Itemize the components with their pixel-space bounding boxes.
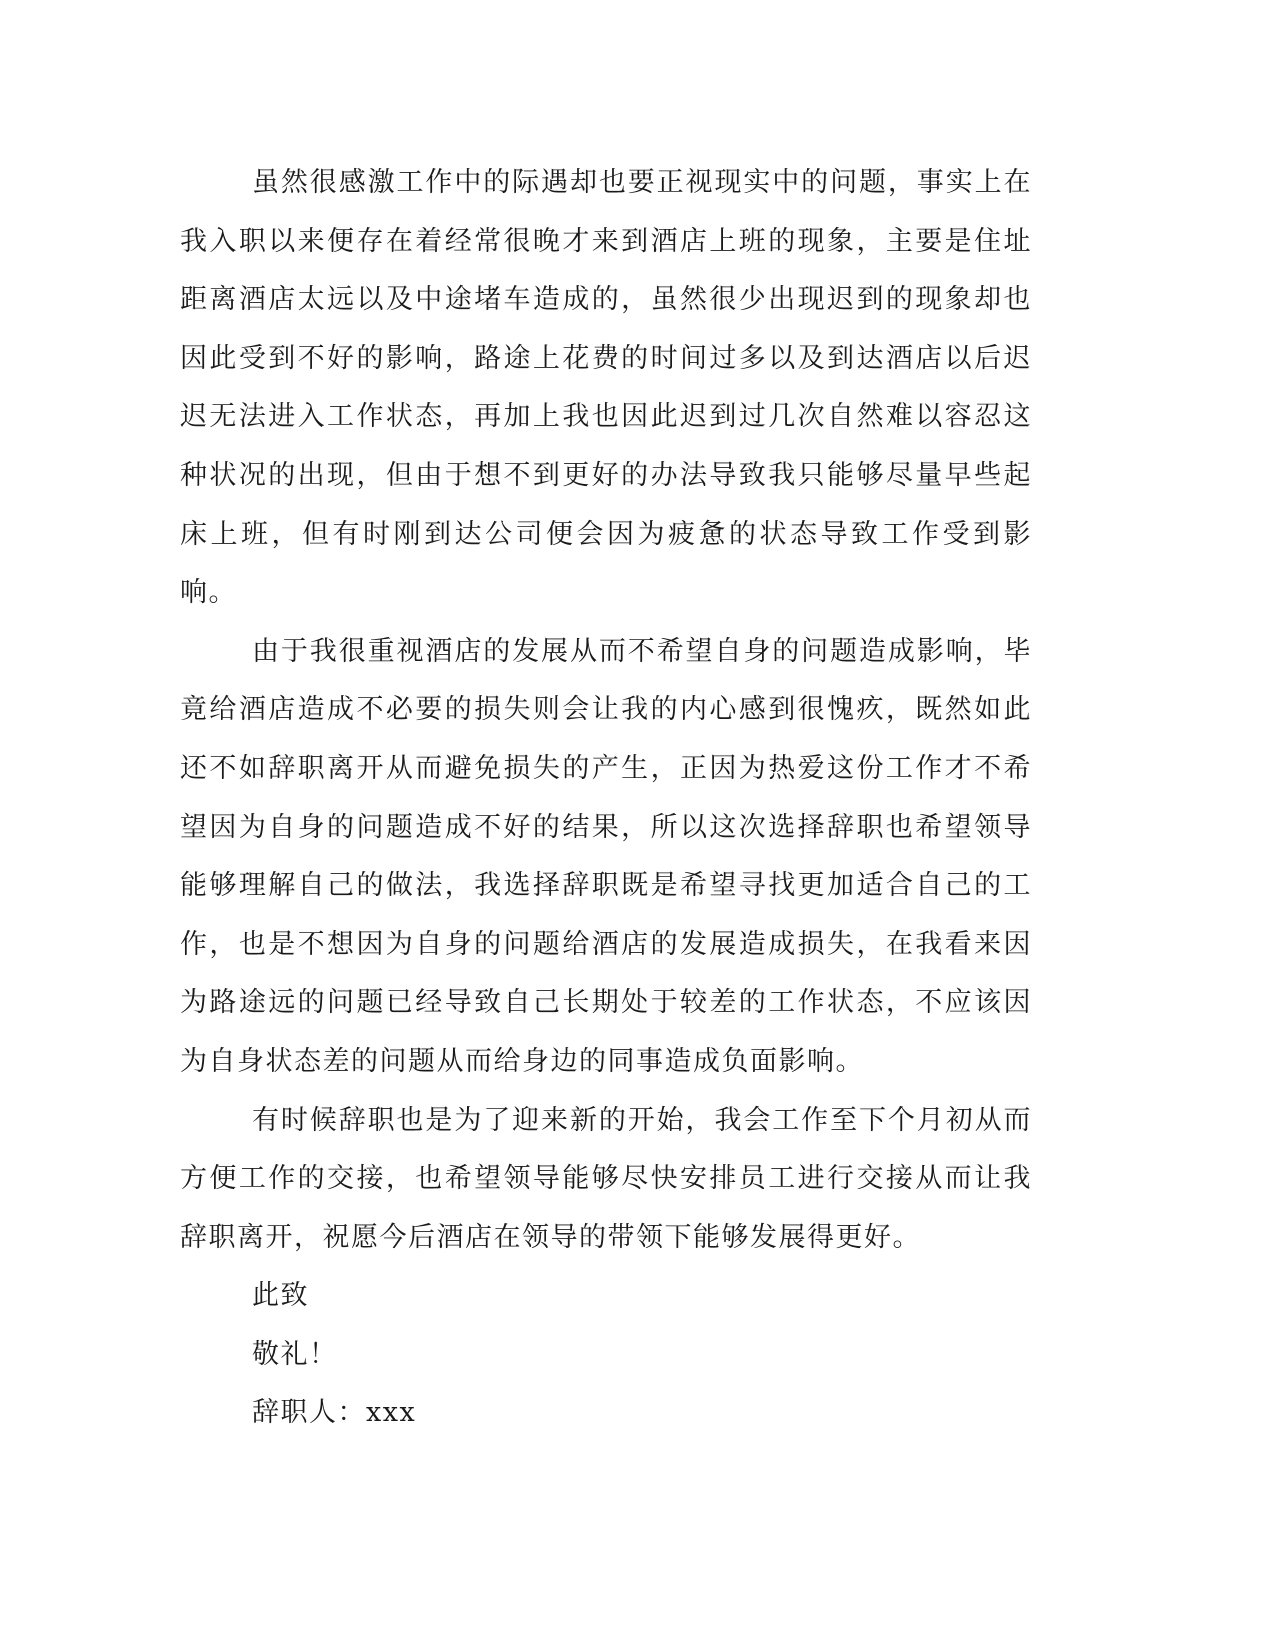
paragraph-1: 虽然很感激工作中的际遇却也要正视现实中的问题，事实上在我入职以来便存在着经常很晚才来到酒店上班的现象，主要是住址距离酒店太远以及中途堵车造成的，虽然很少出现迟到的现象却也因此受到不好的影响，路途上花费的时间过多以及到达酒店以后迟迟无法进入工作状态，再加上我也因此迟到过几次自然难以容忍这种状况的出现，但由于想不到更好的办法导致我只能够尽量早些起床上班，但有时刚到达公司便会因为疲惫的状态导致工作受到影响。: [180, 167, 1032, 609]
closing-regards: 敬礼！: [252, 1338, 338, 1370]
paragraph-2: 由于我很重视酒店的发展从而不希望自身的问题造成影响，毕竟给酒店造成不必要的损失则会让我的内心感到很愧疚，既然如此还不如辞职离开从而避免损失的产生，正因为热爱这份工作才不希望因为自身的问题造成不好的结果，所以这次选择辞职也希望领导能够理解自己的做法，我选择辞职既是希望寻找更加适合自己的工作，也是不想因为自身的问题给酒店的发展造成损失，在我看来因为路途远的问题已经导致自己长期处于较差的工作状态，不应该因为自身状态差的问题从而给身边的同事造成负面影响。: [180, 635, 1032, 1077]
letter-body: [180, 154, 1032, 1443]
signature-line: 辞职人：xxx: [252, 1397, 417, 1429]
closing-salutation: 此致: [252, 1280, 309, 1312]
paragraph-3: 有时候辞职也是为了迎来新的开始，我会工作至下个月初从而方便工作的交接，也希望领导能够尽快安排员工进行交接从而让我辞职离开，祝愿今后酒店在领导的带领下能够发展得更好。: [180, 1104, 1032, 1253]
